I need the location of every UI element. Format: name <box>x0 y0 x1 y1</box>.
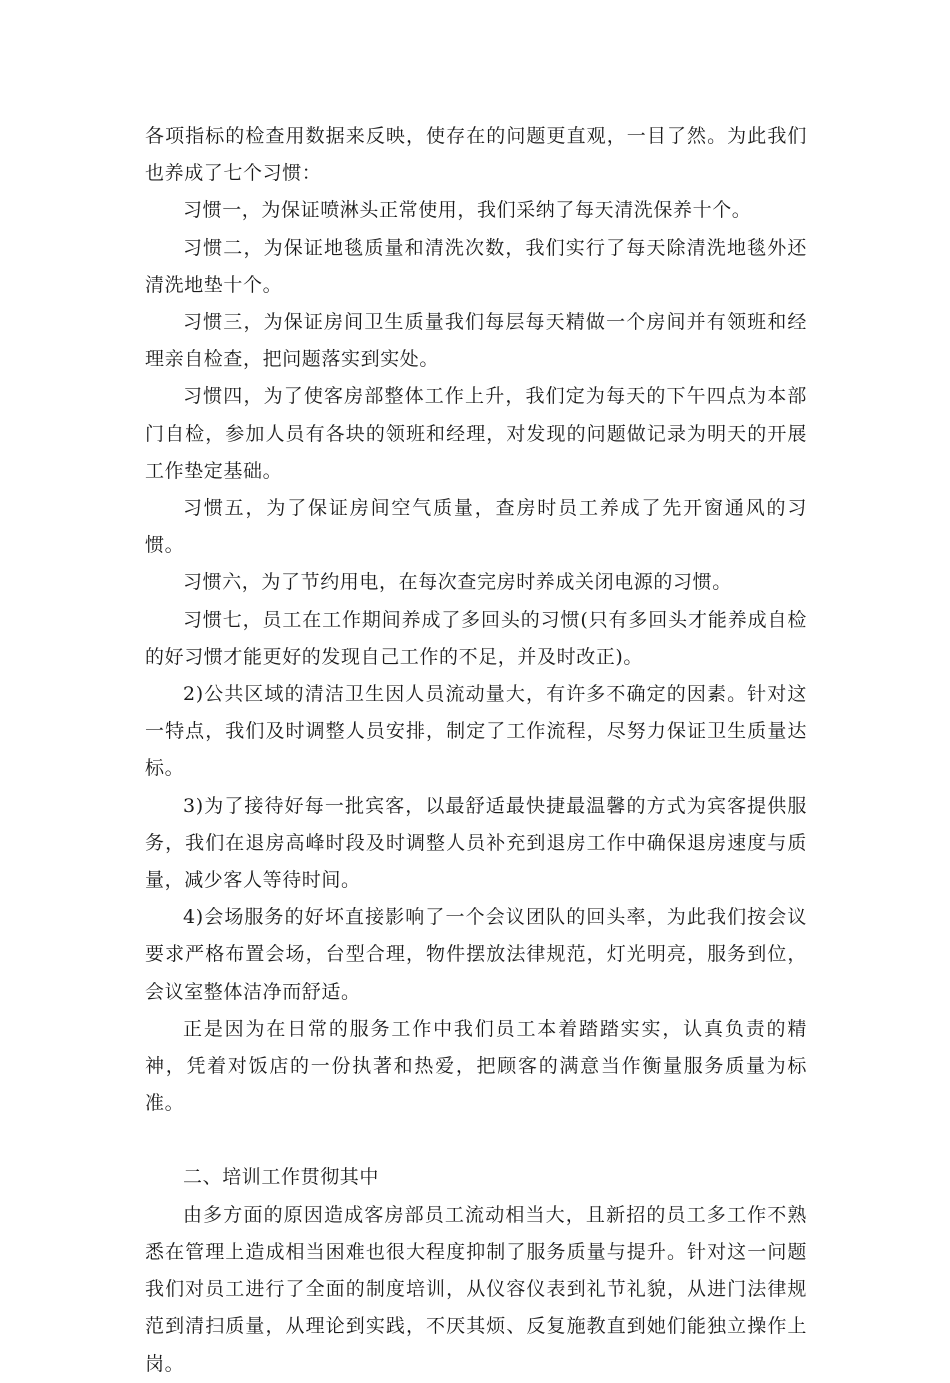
paragraph-habit-5: 习惯五，为了保证房间空气质量，查房时员工养成了先开窗通风的习惯。 <box>145 497 807 557</box>
document-page <box>145 118 807 1383</box>
paragraph-conclusion: 正是因为在日常的服务工作中我们员工本着踏踏实实，认真负责的精神，凭着对饭店的一份执著和热爱，把顾客的满意当作衡量服务质量为标准。 <box>145 1017 807 1115</box>
paragraph-habit-3: 习惯三，为保证房间卫生质量我们每层每天精做一个房间并有领班和经理亲自检查，把问题落实到实处。 <box>145 311 807 371</box>
paragraph-intro: 各项指标的检查用数据来反映，使存在的问题更直观，一目了然。为此我们也养成了七个习惯： <box>145 125 807 185</box>
paragraph-habit-4: 习惯四，为了使客房部整体工作上升，我们定为每天的下午四点为本部门自检，参加人员有各块的领班和经理，对发现的问题做记录为明天的开展工作垫定基础。 <box>145 385 807 482</box>
paragraph-habit-6: 习惯六，为了节约用电，在每次查完房时养成关闭电源的习惯。 <box>183 571 732 594</box>
paragraph-habit-2: 习惯二，为保证地毯质量和清洗次数，我们实行了每天除清洗地毯外还清洗地垫十个。 <box>145 236 807 296</box>
paragraph-habit-7: 习惯七，员工在工作期间养成了多回头的习惯(只有多回头才能养成自检的好习惯才能更好的发现自己工作的不足，并及时改正)。 <box>145 608 807 668</box>
section-heading: 二、培训工作贯彻其中 <box>183 1166 380 1189</box>
paragraph-guest-service: 3)为了接待好每一批宾客，以最舒适最快捷最温馨的方式为宾客提供服务，我们在退房高峰时段及时调整人员补充到退房工作中确保退房速度与质量，减少客人等待时间。 <box>145 794 807 892</box>
paragraph-public-area: 2)公共区域的清洁卫生因人员流动量大，有许多不确定的因素。针对这一特点，我们及时调整人员安排，制定了工作流程，尽努力保证卫生质量达标。 <box>145 683 807 780</box>
paragraph-training: 由多方面的原因造成客房部员工流动相当大，且新招的员工多工作不熟悉在管理上造成相当困难也很大程度抑制了服务质量与提升。针对这一问题我们对员工进行了全面的制度培训，从仪容仪表到礼节礼貌，从进门法律规范到清扫质量，从理论到实践，不厌其烦、反复施教直到她们能独立操作上岗。 <box>145 1203 807 1375</box>
paragraph-habit-1: 习惯一，为保证喷淋头正常使用，我们采纳了每天清洗保养十个。 <box>183 199 752 222</box>
paragraph-meeting-service: 4)会场服务的好坏直接影响了一个会议团队的回头率，为此我们按会议要求严格布置会场，台型合理，物件摆放法律规范，灯光明亮，服务到位，会议室整体洁净而舒适。 <box>145 906 807 1003</box>
